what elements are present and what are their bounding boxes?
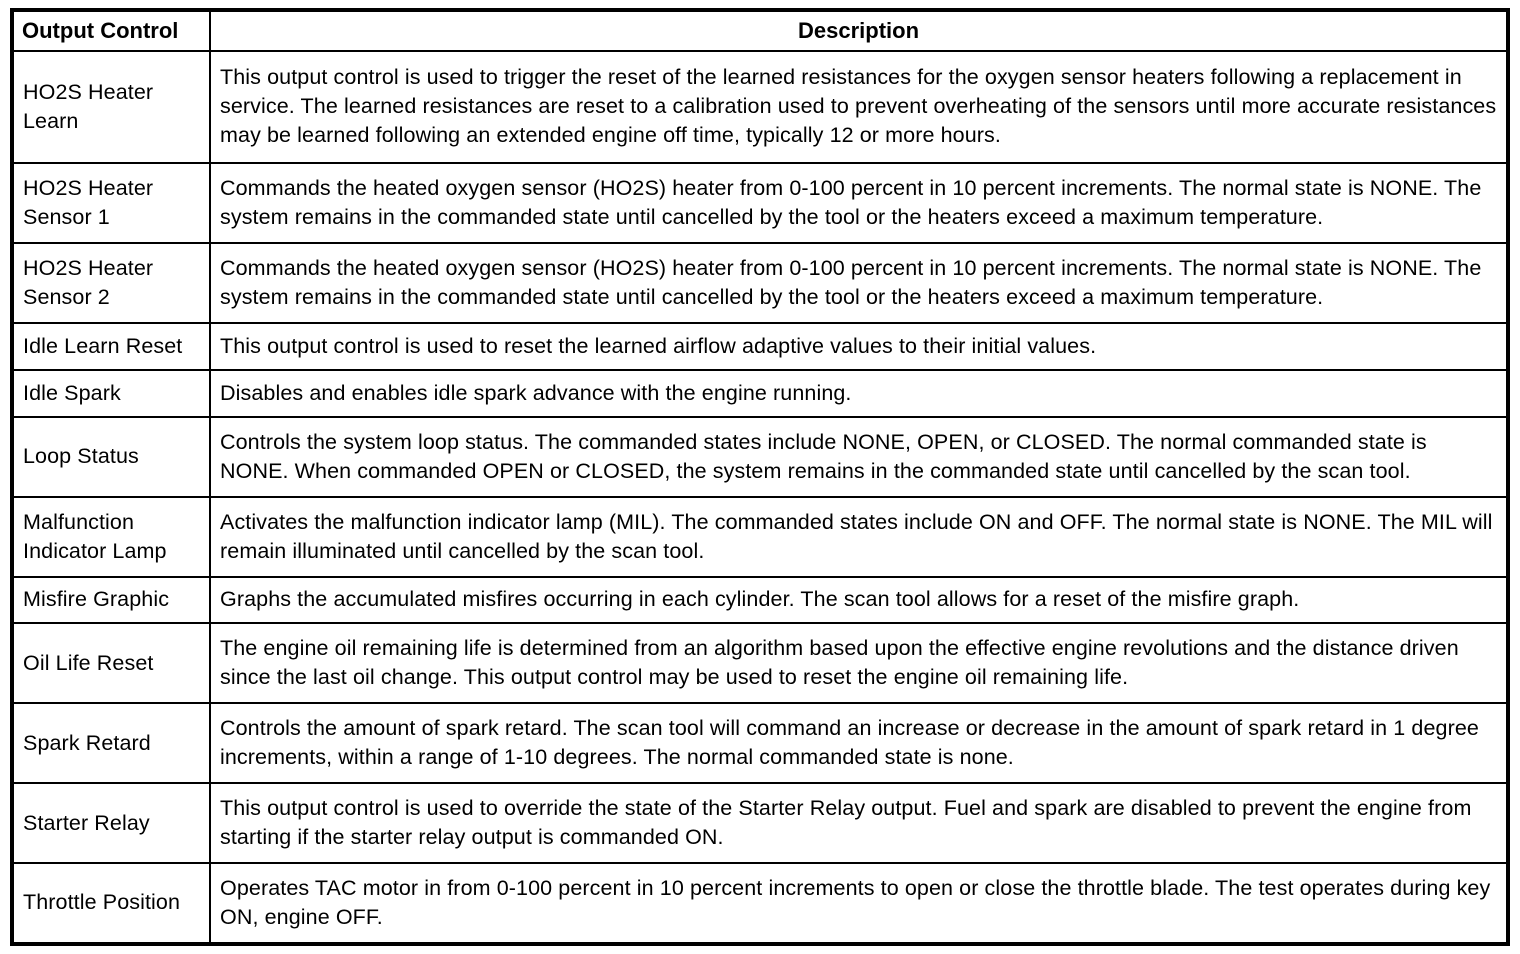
output-control-cell: Idle Spark — [12, 370, 210, 417]
output-controls-table — [10, 8, 1510, 946]
description-cell: Operates TAC motor in from 0-100 percent in 10 percent increments to open or close the throttle blade. The test operates during key ON, engine OFF. — [210, 863, 1508, 944]
description-cell: Commands the heated oxygen sensor (HO2S) heater from 0-100 percent in 10 percent increments. The normal state is NONE. The system remains in the commanded state until cancelled by the tool or the heaters exceed a maximum temperature. — [210, 243, 1508, 323]
output-control-cell: Loop Status — [12, 417, 210, 497]
table-row — [12, 370, 1508, 417]
table-row — [12, 863, 1508, 944]
column-header-output-control: Output Control — [12, 10, 210, 51]
description-cell: The engine oil remaining life is determined from an algorithm based upon the effective engine revolutions and the distance driven since the last oil change. This output control may be used to reset the engine oil remaining life. — [210, 623, 1508, 703]
table-row — [12, 243, 1508, 323]
table-row — [12, 703, 1508, 783]
output-control-cell: Starter Relay — [12, 783, 210, 863]
description-cell: This output control is used to trigger the reset of the learned resistances for the oxygen sensor heaters following a replacement in service. The learned resistances are reset to a calibration used to prevent overheating of the sensors until more accurate resistances may be learned following an extended engine off time, typically 12 or more hours. — [210, 51, 1508, 164]
header-row — [12, 10, 1508, 51]
output-control-cell: HO2S Heater Learn — [12, 51, 210, 164]
table-row — [12, 51, 1508, 164]
output-control-cell: Idle Learn Reset — [12, 323, 210, 370]
description-cell: Activates the malfunction indicator lamp (MIL). The commanded states include ON and OFF. The normal state is NONE. The MIL will remain illuminated until cancelled by the scan tool. — [210, 497, 1508, 577]
table-row — [12, 497, 1508, 577]
table-row — [12, 783, 1508, 863]
table-row — [12, 417, 1508, 497]
output-control-cell: HO2S Heater Sensor 2 — [12, 243, 210, 323]
output-control-cell: Throttle Position — [12, 863, 210, 944]
description-cell: Controls the system loop status. The commanded states include NONE, OPEN, or CLOSED. The normal commanded state is NONE. When commanded OPEN or CLOSED, the system remains in the commanded state until cancelled by the scan tool. — [210, 417, 1508, 497]
output-control-cell: Oil Life Reset — [12, 623, 210, 703]
output-control-cell: Misfire Graphic — [12, 577, 210, 624]
description-cell: This output control is used to override the state of the Starter Relay output. Fuel and spark are disabled to prevent the engine from starting if the starter relay output is commanded ON. — [210, 783, 1508, 863]
table-row — [12, 163, 1508, 243]
output-control-cell: Spark Retard — [12, 703, 210, 783]
description-cell: Disables and enables idle spark advance with the engine running. — [210, 370, 1508, 417]
output-control-cell: Malfunction Indicator Lamp — [12, 497, 210, 577]
description-cell: Controls the amount of spark retard. The scan tool will command an increase or decrease in the amount of spark retard in 1 degree increments, within a range of 1-10 degrees. The normal commanded state is none. — [210, 703, 1508, 783]
description-cell: This output control is used to reset the learned airflow adaptive values to their initial values. — [210, 323, 1508, 370]
table-row — [12, 577, 1508, 624]
description-cell: Graphs the accumulated misfires occurring in each cylinder. The scan tool allows for a reset of the misfire graph. — [210, 577, 1508, 624]
description-cell: Commands the heated oxygen sensor (HO2S) heater from 0-100 percent in 10 percent increments. The normal state is NONE. The system remains in the commanded state until cancelled by the tool or the heaters exceed a maximum temperature. — [210, 163, 1508, 243]
output-control-cell: HO2S Heater Sensor 1 — [12, 163, 210, 243]
table-row — [12, 623, 1508, 703]
column-header-description: Description — [210, 10, 1508, 51]
table-row — [12, 323, 1508, 370]
